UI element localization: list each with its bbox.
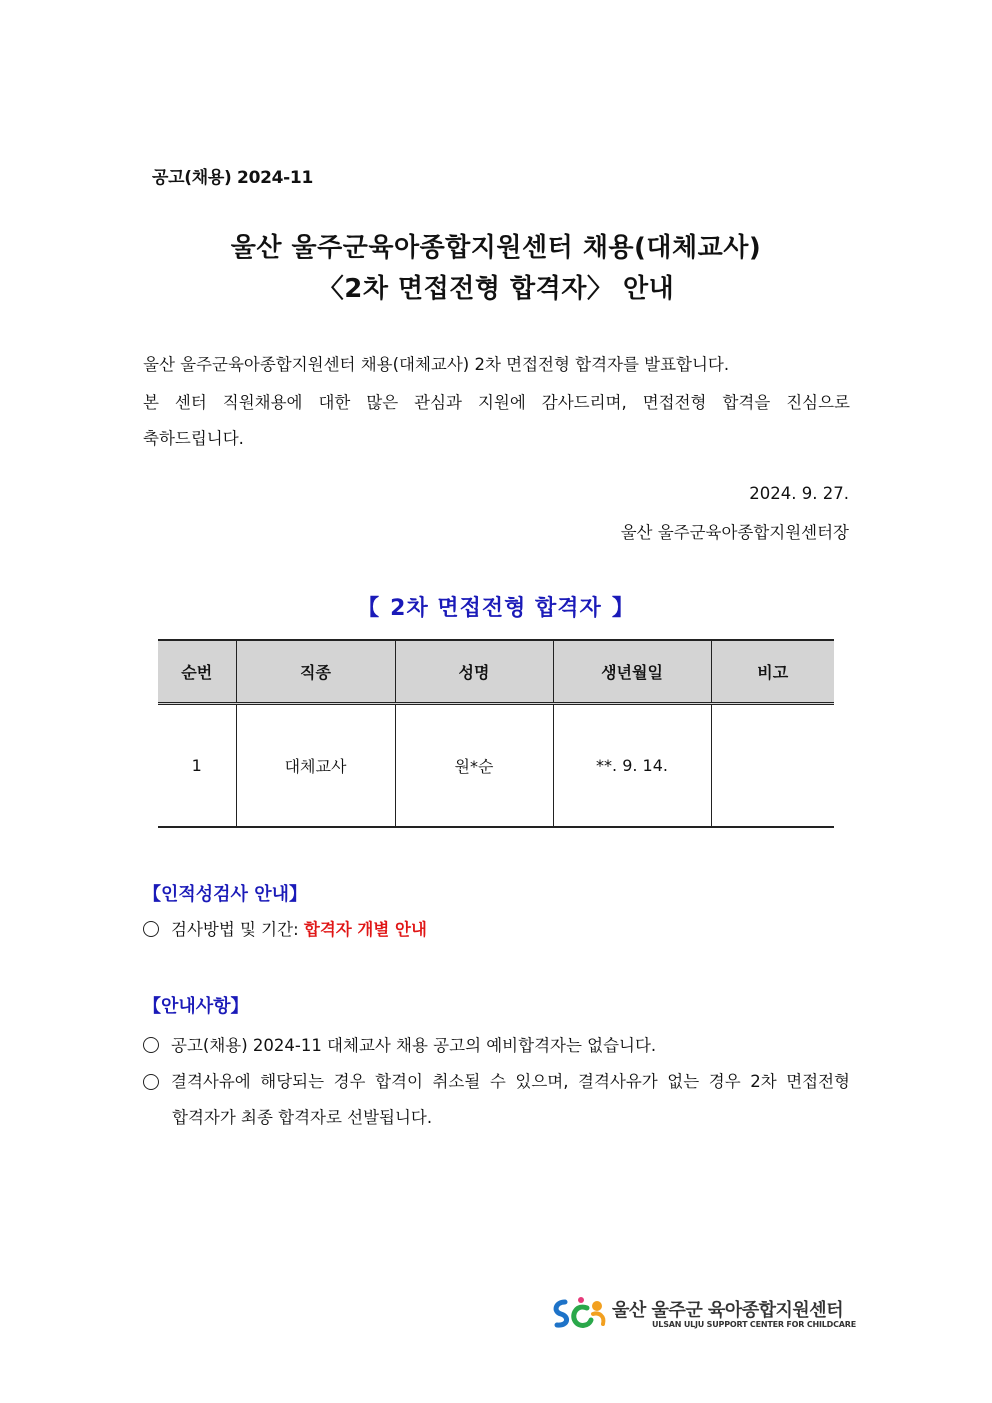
aptitude-method-label: 검사방법 및 기간: xyxy=(171,920,304,939)
center-logo-icon xyxy=(551,1294,609,1334)
table-title-text: 2차 면접전형 합격자 xyxy=(390,596,602,621)
table-title xyxy=(0,591,992,622)
notes-item-2-line1: 결격사유에 해당되는 경우 합격이 취소될 수 있으며, 결격사유가 없는 경우 2차 면접전형 xyxy=(171,1072,850,1091)
notes-item-1 xyxy=(143,1036,656,1056)
cell-job-type: 대체교사 xyxy=(236,704,395,828)
page-title-line2: 〈2차 면접전형 합격자〉 안내 xyxy=(317,274,675,304)
header-remarks: 비고 xyxy=(711,640,834,704)
intro-line1: 울산 울주군육아종합지원센터 채용(대체교사) 2차 면접전형 합격자를 발표합니다. xyxy=(143,355,730,374)
table-header-row xyxy=(158,640,834,704)
cell-birthdate: **. 9. 14. xyxy=(553,704,711,828)
section-aptitude-title: 【인적성검사 안내】 xyxy=(143,884,307,905)
header-job-type: 직종 xyxy=(236,640,395,704)
table-title-close-bracket: 】 xyxy=(611,596,635,621)
result-table xyxy=(158,639,834,828)
cell-remarks xyxy=(711,704,834,828)
header-birthdate: 생년월일 xyxy=(553,640,711,704)
header-name: 성명 xyxy=(395,640,553,704)
circle-bullet-icon xyxy=(143,1074,159,1090)
notes-item-1-text: 공고(채용) 2024-11 대체교사 채용 공고의 예비합격자는 없습니다. xyxy=(171,1036,657,1055)
signature: 울산 울주군육아종합지원센터장 xyxy=(620,523,849,542)
cell-order: 1 xyxy=(158,704,236,828)
table-title-open-bracket: 【 xyxy=(357,596,381,621)
page-title-line1: 울산 울주군육아종합지원센터 채용(대체교사) xyxy=(230,233,762,263)
notes-item-2 xyxy=(143,1072,850,1128)
cell-name: 원*순 xyxy=(395,704,553,828)
section-notes-title: 【안내사항】 xyxy=(143,996,249,1017)
notice-number: 공고(채용) 2024-11 xyxy=(152,168,313,188)
circle-bullet-icon xyxy=(143,1037,159,1053)
circle-bullet-icon xyxy=(143,921,159,937)
table-row xyxy=(158,704,834,828)
logo-name-en: ULSAN ULJU SUPPORT CENTER FOR CHILDCARE xyxy=(652,1320,856,1329)
notes-item-2-line2: 합격자가 최종 합격자로 선발됩니다. xyxy=(172,1108,433,1127)
section-aptitude-item xyxy=(143,920,427,940)
announcement-date: 2024. 9. 27. xyxy=(749,484,849,503)
intro-line2: 본 센터 직원채용에 대한 많은 관심과 지원에 감사드리며, 면접전형 합격을 진심으로 xyxy=(143,393,850,412)
header-order: 순번 xyxy=(158,640,236,704)
logo-name-ko: 울산 울주군 육아종합지원센터 xyxy=(612,1300,844,1321)
aptitude-method-value: 합격자 개별 안내 xyxy=(303,920,427,939)
intro-line3: 축하드립니다. xyxy=(143,429,244,448)
